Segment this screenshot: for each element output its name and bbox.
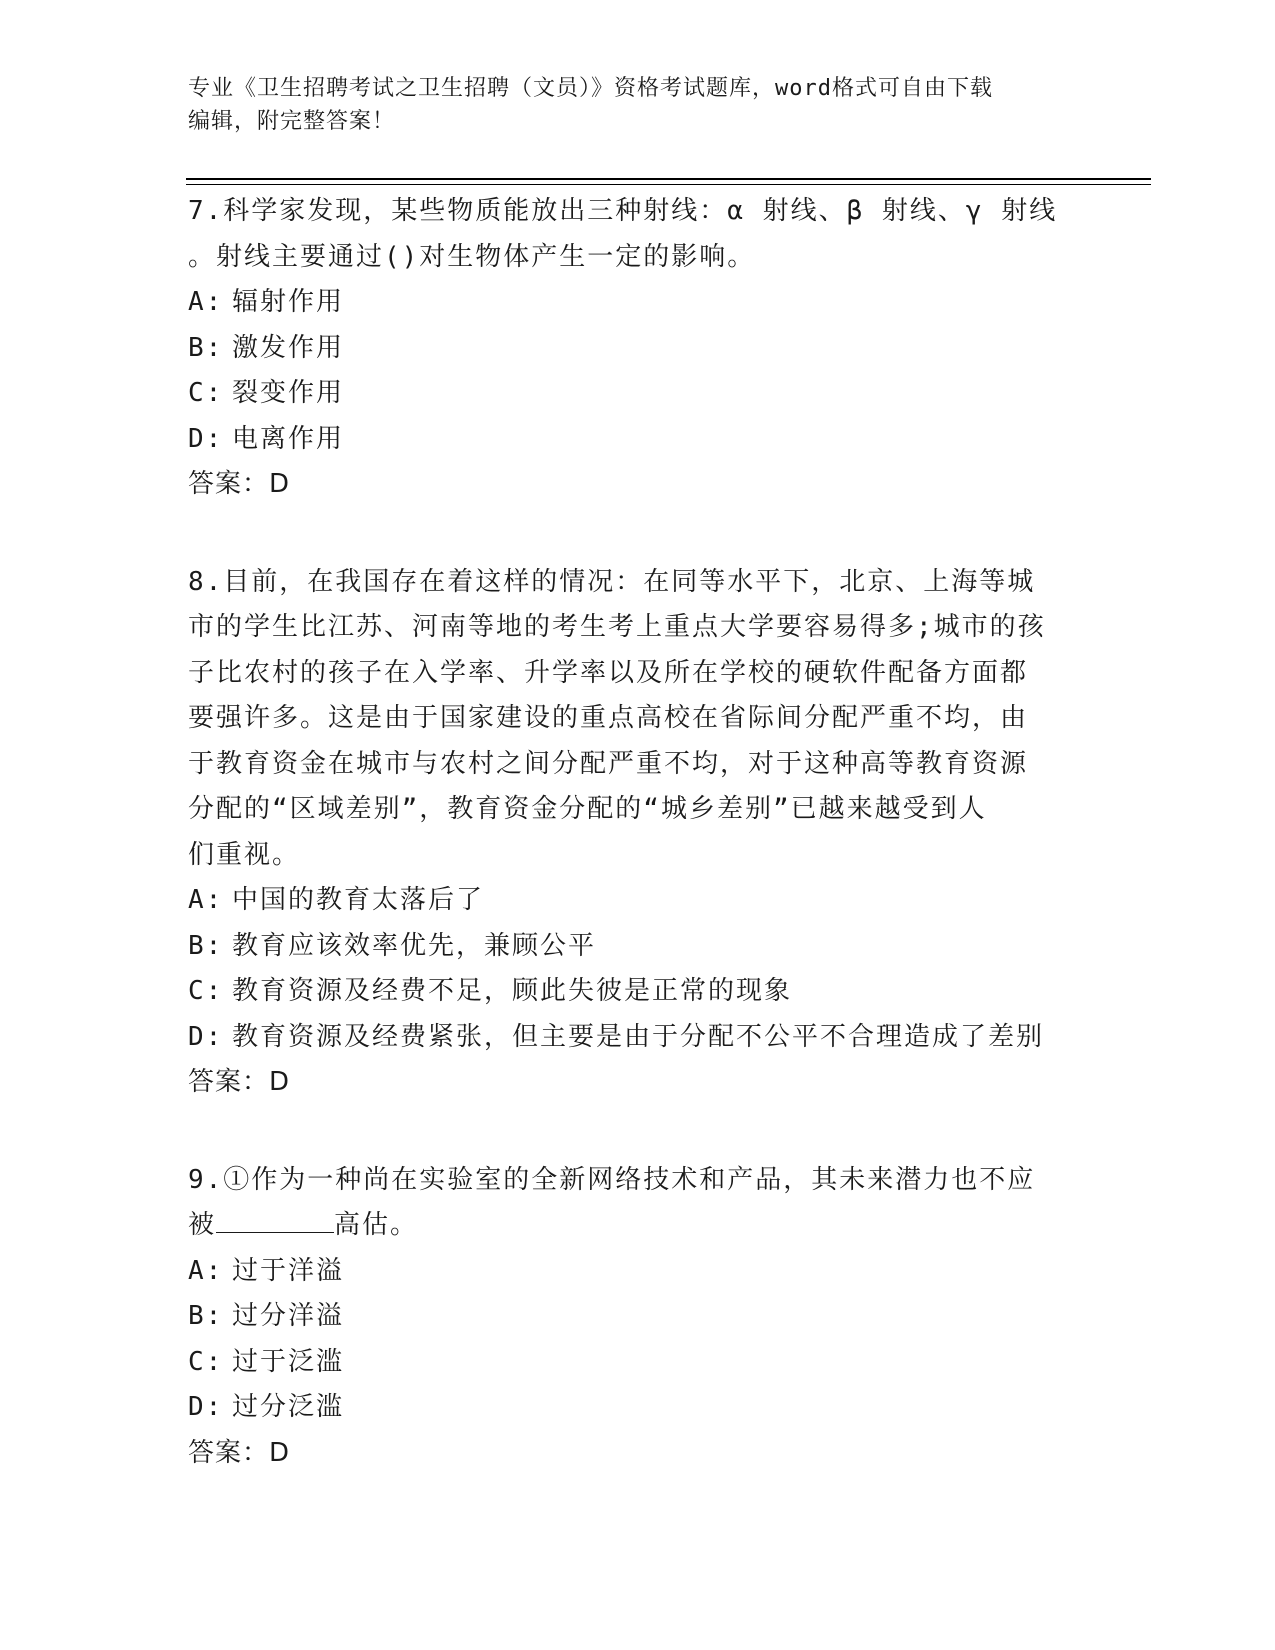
option-letter: B: xyxy=(188,1301,224,1331)
option-text: 教育资源及经费不足，顾此失彼是正常的现象 xyxy=(232,976,793,1006)
option-letter: C: xyxy=(188,976,224,1006)
option-c xyxy=(188,371,1088,417)
stem-text-after-blank: 高估。 xyxy=(334,1210,419,1240)
option-b xyxy=(188,326,1088,372)
header-line-2: 编辑，附完整答案！ xyxy=(188,109,396,134)
question-stem-line: 要强许多。这是由于国家建设的重点高校在省际间分配严重不均，由 xyxy=(188,703,1029,733)
option-text: 激发作用 xyxy=(232,332,345,363)
header-divider-thin xyxy=(186,184,1151,185)
question-8 xyxy=(188,560,1088,1106)
question-7 xyxy=(188,189,1088,508)
fill-in-blank xyxy=(216,1206,334,1233)
question-stem-line: 市的学生比江苏、河南等地的考生考上重点大学要容易得多;城市的孩 xyxy=(188,612,1046,642)
question-stem-line: 9.①作为一种尚在实验室的全新网络技术和产品，其未来潜力也不应 xyxy=(188,1164,1036,1195)
option-text: 教育资源及经费紧张，但主要是由于分配不公平不合理造成了差别 xyxy=(232,1021,1045,1052)
stem-text-before-blank: 被 xyxy=(188,1210,217,1240)
option-letter: A: xyxy=(188,885,224,915)
option-letter: C: xyxy=(188,1346,224,1377)
option-text: 裂变作用 xyxy=(232,378,345,408)
option-text: 过于泛滥 xyxy=(232,1346,345,1377)
option-b xyxy=(188,924,1088,970)
question-stem-line: 分配的“区域差别”，教育资金分配的“城乡差别”已越来越受到人 xyxy=(188,794,987,824)
option-letter: C: xyxy=(188,378,224,408)
option-text: 教育应该效率优先，兼顾公平 xyxy=(232,930,597,961)
option-b xyxy=(188,1294,1088,1340)
question-stem-line: 们重视。 xyxy=(188,839,301,870)
header-divider-thick xyxy=(186,178,1151,180)
question-9 xyxy=(188,1158,1088,1477)
option-a xyxy=(188,878,1088,924)
answer-line: 答案：D xyxy=(188,469,291,499)
option-a xyxy=(188,1249,1088,1295)
option-text: 过于洋溢 xyxy=(232,1255,345,1286)
option-d xyxy=(188,1385,1088,1431)
option-letter: D: xyxy=(188,1392,224,1422)
answer-line: 答案：D xyxy=(188,1067,291,1097)
option-letter: A: xyxy=(188,1255,224,1286)
question-list xyxy=(188,189,1088,1528)
option-letter: B: xyxy=(188,930,224,961)
option-d xyxy=(188,417,1088,463)
question-stem-line: 7.科学家发现，某些物质能放出三种射线：α 射线、β 射线、γ 射线 xyxy=(188,196,1058,226)
option-letter: D: xyxy=(188,423,224,454)
option-d xyxy=(188,1015,1088,1061)
option-text: 电离作用 xyxy=(232,423,345,454)
option-letter: D: xyxy=(188,1021,224,1052)
header-line-1: 专业《卫生招聘考试之卫生招聘（文员）》资格考试题库，word格式可自由下载 xyxy=(188,76,993,101)
question-stem-line: 8.目前，在我国存在着这样的情况：在同等水平下，北京、上海等城 xyxy=(188,566,1036,597)
question-stem-line: 于教育资金在城市与农村之间分配严重不均，对于这种高等教育资源 xyxy=(188,748,1029,779)
option-c xyxy=(188,969,1088,1015)
option-c xyxy=(188,1340,1088,1386)
question-stem-line: 。射线主要通过()对生物体产生一定的影响。 xyxy=(188,241,756,272)
option-text: 中国的教育太落后了 xyxy=(232,885,485,915)
answer-line: 答案：D xyxy=(188,1437,291,1468)
option-letter: A: xyxy=(188,287,224,317)
option-text: 辐射作用 xyxy=(232,287,345,317)
option-text: 过分泛滥 xyxy=(232,1392,345,1422)
option-text: 过分洋溢 xyxy=(232,1301,345,1331)
option-letter: B: xyxy=(188,332,224,363)
option-a xyxy=(188,280,1088,326)
question-stem-line: 子比农村的孩子在入学率、升学率以及所在学校的硬软件配备方面都 xyxy=(188,657,1029,688)
question-stem-line xyxy=(188,1203,1088,1249)
document-header xyxy=(188,72,1088,138)
